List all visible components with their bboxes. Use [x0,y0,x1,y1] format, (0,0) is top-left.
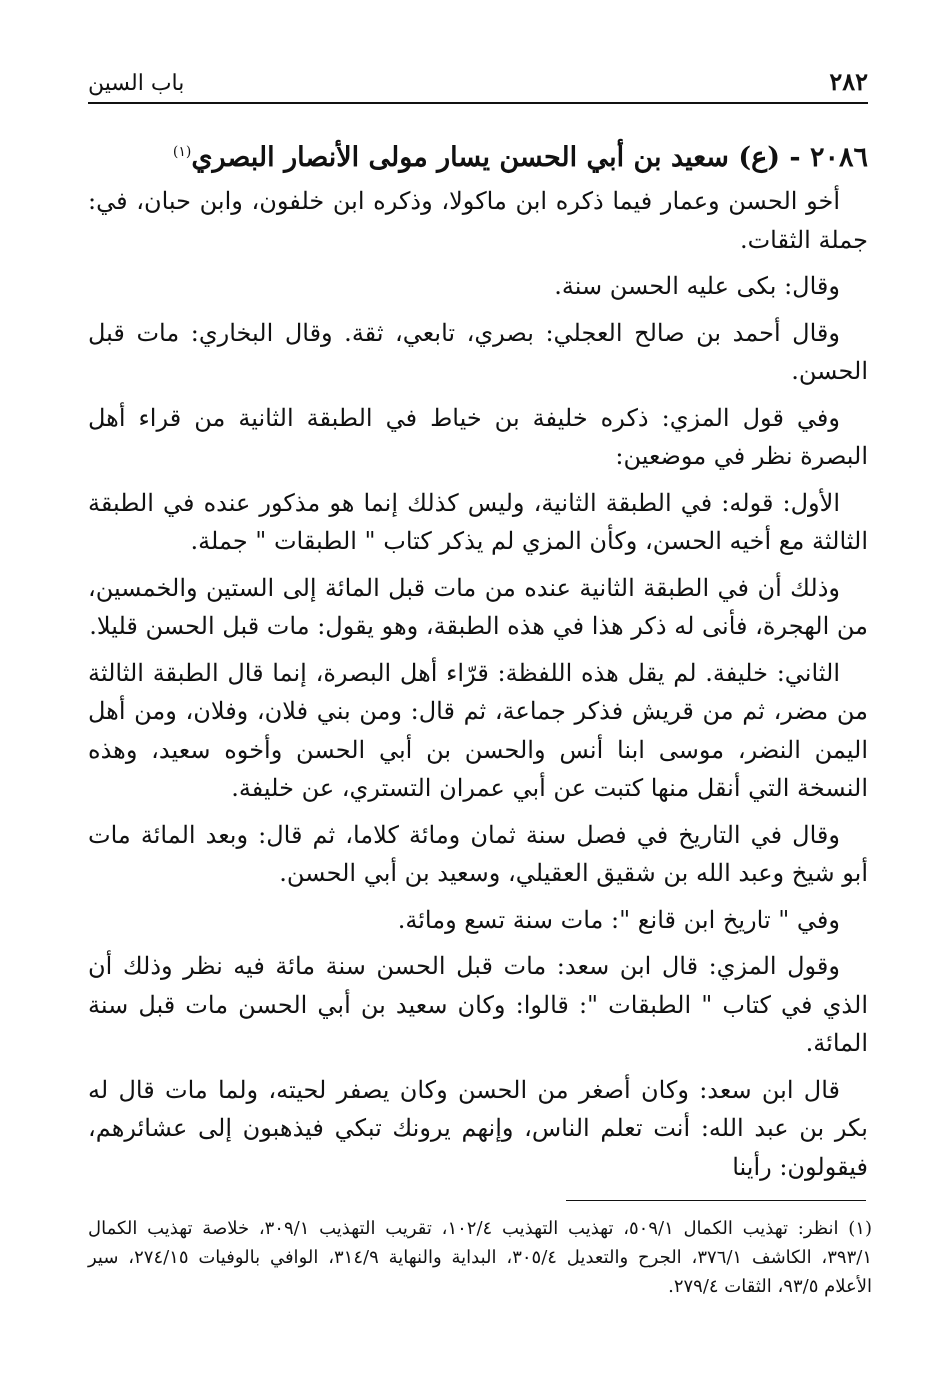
entry-title-text: ٢٠٨٦ - (ع) سعيد بن أبي الحسن يسار مولى الأنصار البصري [191,142,868,173]
paragraph: وفي " تاريخ ابن قانع ": مات سنة تسع ومائة. [397,905,840,934]
entry-title [88,132,868,178]
paragraph: الأول: قوله: في الطبقة الثانية، وليس كذلك إنما هو مذكور عنده في الطبقة الثالثة مع أخيه الحسن، وكأن المزي لم يذكر كتاب " الطبقات " جملة. [88,488,868,555]
footnote-divider [566,1200,866,1201]
main-text [88,132,868,1194]
paragraph: الثاني: خليفة. لم يقل هذه اللفظة: قرّاء أهل البصرة، إنما قال الطبقة الثالثة من مضر، ثم من قريش فذكر جماعة، ثم قال: ومن بني فلان، وفلان، ومن أهل اليمن النضر، موسى ابنا أنس والحسن بن أبي الحسن وأخوه سعيد، وهذه النسخة التي أنقل منها كتبت عن أبي عمران التستري، عن خليفة. [88,658,868,802]
paragraph: وقال: بكى عليه الحسن سنة. [554,272,840,300]
footnote-ref: (١) [172,144,192,160]
chapter-title: باب السين [88,71,185,96]
paragraph: وفي قول المزي: ذكره خليفة بن خياط في الطبقة الثانية من قراء أهل البصرة نظر في موضعين: [88,403,868,470]
paragraph: وذلك أن في الطبقة الثانية عنده من مات قبل المائة إلى الستين والخمسين، من الهجرة، فأنى له ذكر هذا في هذه الطبقة، وهو يقول: مات قبل الحسن قليلا. [88,573,868,640]
paragraph: وقال في التاريخ في فصل سنة ثمان ومائة كلاما، ثم قال: وبعد المائة مات أبو شيخ وعبد الله بن شقيق العقيلي، وسعيد بن أبي الحسن. [88,820,868,887]
paragraph: قال ابن سعد: وكان أصغر من الحسن وكان يصفر لحيته، ولما مات قال له بكر بن عبد الله: أنت تعلم الناس، وإنهم يرونك تبكي فيذهبون إلى عشائرهم، فيقولون: رأينا [88,1075,868,1181]
paragraph: وقول المزي: قال ابن سعد: مات قبل الحسن سنة مائة فيه نظر وذلك أن الذي في كتاب " الطبقات ": قالوا: وكان سعيد بن أبي الحسن مات قبل سنة المائة. [88,952,868,1057]
page-header [88,64,868,104]
paragraph: وقال أحمد بن صالح العجلي: بصري، تابعي، ثقة. وقال البخاري: مات قبل الحسن. [88,318,868,385]
paragraph: أخو الحسن وعمار فيما ذكره ابن ماكولا، وذكره ابن خلفون، وابن حبان، في: جملة الثقات. [88,187,868,254]
page-number: ٢٨٢ [829,67,868,96]
footnote: (١) انظر: تهذيب الكمال ٥٠٩/١، تهذيب التهذيب ١٠٢/٤، تقريب التهذيب ٣٠٩/١، خلاصة تهذيب الكمال ٣٩٣/١، الكاشف ٣٧٦/١، الجرح والتعديل ٣٠٥/٤، البداية والنهاية ٣١٤/٩، الوافي بالوفيات ٢٧٤/١٥، سير الأعلام ٩٣/٥، الثقات ٢٧٩/٤. [88,1218,872,1297]
